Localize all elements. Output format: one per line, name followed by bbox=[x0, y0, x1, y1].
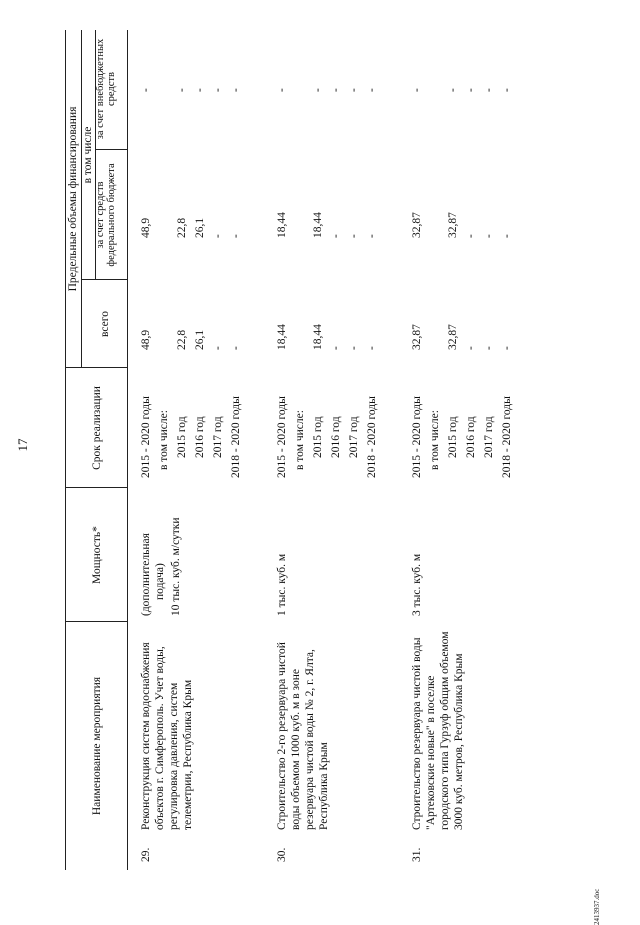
row-31-extra-5: - bbox=[483, 88, 495, 92]
col-divider-federal bbox=[95, 149, 127, 150]
row-29-federal-6: - bbox=[230, 234, 242, 238]
row-31-total-4: - bbox=[465, 346, 477, 350]
row-29-capacity-1: (дополнительная bbox=[140, 533, 152, 616]
row-30-total-4: - bbox=[330, 346, 342, 350]
row-31-period-6: 2018 - 2020 годы bbox=[501, 396, 513, 478]
row-30-extra-5: - bbox=[348, 88, 360, 92]
header-federal: за счет средств федерального бюджета bbox=[95, 163, 117, 267]
row-30-number: 30. bbox=[276, 847, 288, 862]
row-30-extra-3: - bbox=[312, 88, 324, 92]
row-31-total-3: 32,87 bbox=[447, 324, 459, 350]
page-number: 17 bbox=[15, 438, 30, 452]
row-29-period-6: 2018 - 2020 годы bbox=[230, 396, 242, 478]
row-30-period-1: 2015 - 2020 годы bbox=[276, 396, 288, 478]
row-31-total-5: - bbox=[483, 346, 495, 350]
header-including: в том числе bbox=[82, 126, 94, 184]
row-31-extra-6: - bbox=[501, 88, 513, 92]
row-30-period-3: 2015 год bbox=[312, 416, 324, 458]
row-29-number: 29. bbox=[140, 847, 152, 862]
row-30-extra-6: - bbox=[366, 88, 378, 92]
row-29-period-2: в том числе: bbox=[158, 410, 170, 470]
row-29-extra-1: - bbox=[140, 88, 152, 92]
header-period: Срок реализации bbox=[91, 386, 103, 470]
row-30-extra-4: - bbox=[330, 88, 342, 92]
row-30-total-6: - bbox=[366, 346, 378, 350]
row-29-period-3: 2015 год bbox=[176, 416, 188, 458]
row-30-federal-3: 18,44 bbox=[312, 212, 324, 238]
row-30-name: Строительство 2-го резервуара чистой воды объемом 1000 куб. м в зоне резервуара чистой воды № 2, г. Ялта, Республика Крым bbox=[276, 642, 330, 830]
header-bottom-border bbox=[127, 30, 128, 870]
row-31-federal-5: - bbox=[483, 234, 495, 238]
row-29-total-5: - bbox=[212, 346, 224, 350]
row-30-total-1: 18,44 bbox=[276, 324, 288, 350]
row-29-period-4: 2016 год bbox=[194, 416, 206, 458]
row-31-total-1: 32,87 bbox=[411, 324, 423, 350]
row-30-period-4: 2016 год bbox=[330, 416, 342, 458]
header-extrabudget: за счет внебюджетных средств bbox=[95, 38, 117, 140]
row-30-period-5: 2017 год bbox=[348, 416, 360, 458]
row-29-total-3: 22,8 bbox=[176, 329, 188, 350]
row-29-total-6: - bbox=[230, 346, 242, 350]
document-id: 2413937.doc bbox=[593, 888, 601, 925]
rotated-table-page bbox=[15, 25, 625, 925]
header-financing: Предельные объемы финансирования bbox=[67, 106, 79, 292]
row-29-period-5: 2017 год bbox=[212, 416, 224, 458]
row-29-capacity-2: подача) bbox=[154, 563, 166, 600]
row-31-federal-1: 32,87 bbox=[411, 212, 423, 238]
row-29-total-4: 26,1 bbox=[194, 329, 206, 350]
row-31-federal-6: - bbox=[501, 234, 513, 238]
row-30-period-6: 2018 - 2020 годы bbox=[366, 396, 378, 478]
row-29-federal-4: 26,1 bbox=[194, 217, 206, 238]
row-29-extra-5: - bbox=[212, 88, 224, 92]
row-29-capacity-3: 10 тыс. куб. м/сутки bbox=[170, 517, 182, 616]
row-31-name: Строительство резервуара чистой воды "Артековские новые" в поселке городского типа Гурзуф общим объемом 3000 куб. метров, Республика Крым bbox=[411, 631, 465, 830]
row-29-period-1: 2015 - 2020 годы bbox=[140, 396, 152, 478]
row-31-period-4: 2016 год bbox=[465, 416, 477, 458]
row-29-extra-6: - bbox=[230, 88, 242, 92]
row-30-period-2: в том числе: bbox=[294, 410, 306, 470]
row-30-federal-4: - bbox=[330, 234, 342, 238]
row-31-extra-3: - bbox=[447, 88, 459, 92]
header-total: всего bbox=[99, 311, 111, 337]
row-30-federal-6: - bbox=[366, 234, 378, 238]
header-name: Наименование мероприятия bbox=[91, 676, 103, 816]
row-31-period-1: 2015 - 2020 годы bbox=[411, 396, 423, 478]
row-30-extra-1: - bbox=[276, 88, 288, 92]
row-31-federal-3: 32,87 bbox=[447, 212, 459, 238]
header-capacity: Мощность* bbox=[91, 526, 103, 584]
row-29-extra-4: - bbox=[194, 88, 206, 92]
row-29-name: Реконструкция систем водоснабжения объектов г. Симферополь. Учет воды, регулировка давления, систем телеметрии, Республика Крым bbox=[140, 642, 194, 830]
row-31-period-3: 2015 год bbox=[447, 416, 459, 458]
row-29-federal-3: 22,8 bbox=[176, 217, 188, 238]
row-31-capacity-1: 3 тыс. куб. м bbox=[411, 553, 423, 616]
row-30-federal-5: - bbox=[348, 234, 360, 238]
row-31-extra-4: - bbox=[465, 88, 477, 92]
row-30-federal-1: 18,44 bbox=[276, 212, 288, 238]
row-31-total-6: - bbox=[501, 346, 513, 350]
row-29-federal-1: 48,9 bbox=[140, 217, 152, 238]
row-31-period-2: в том числе: bbox=[429, 410, 441, 470]
row-31-period-5: 2017 год bbox=[483, 416, 495, 458]
row-29-federal-5: - bbox=[212, 234, 224, 238]
row-30-total-5: - bbox=[348, 346, 360, 350]
row-29-total-1: 48,9 bbox=[140, 329, 152, 350]
row-31-federal-4: - bbox=[465, 234, 477, 238]
row-30-capacity-1: 1 тыс. куб. м bbox=[276, 553, 288, 616]
row-30-total-3: 18,44 bbox=[312, 324, 324, 350]
row-31-number: 31. bbox=[411, 847, 423, 862]
row-29-extra-3: - bbox=[176, 88, 188, 92]
row-31-extra-1: - bbox=[411, 88, 423, 92]
